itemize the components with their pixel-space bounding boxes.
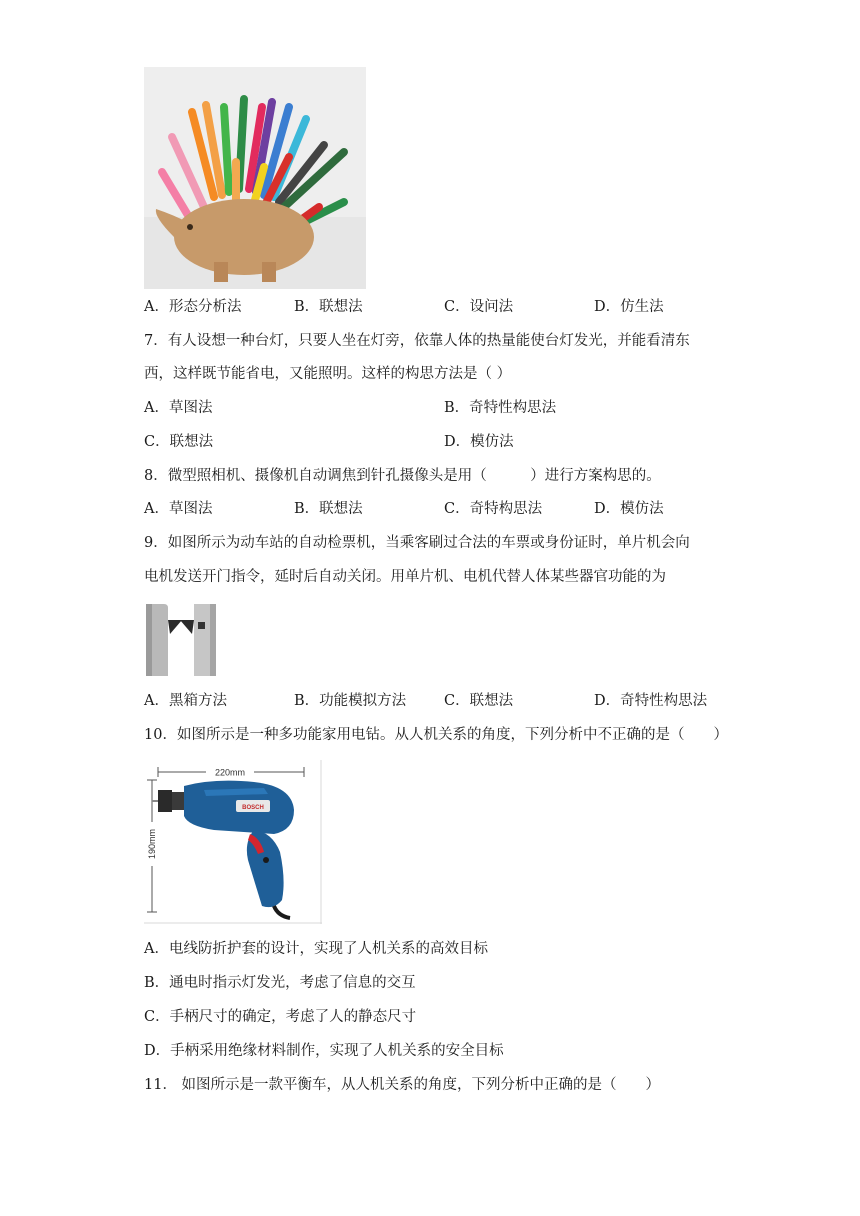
- q8-option-d: D．模仿法: [594, 501, 664, 517]
- q8-option-a: A．草图法: [144, 501, 213, 517]
- q10-option-d: D．手柄采用绝缘材料制作，实现了人机关系的安全目标: [144, 1043, 504, 1059]
- hedgehog-pencil-holder-image: [144, 67, 366, 289]
- q7-stem-line1: 7．有人设想一种台灯，只要人坐在灯旁，依靠人体的热量能使台灯发光，并能看清东: [144, 333, 690, 349]
- q10-stem: 10．如图所示是一种多功能家用电钻。从人机关系的角度，下列分析中不正确的是（ ）: [144, 727, 728, 743]
- q6-option-c: C．设问法: [444, 299, 514, 315]
- q8-stem: 8．微型照相机、摄像机自动调焦到针孔摄像头是用（ ）进行方案构思的。: [144, 468, 661, 484]
- q6-option-d: D．仿生法: [594, 299, 664, 315]
- q10-option-b: B．通电时指示灯发光，考虑了信息的交互: [144, 975, 416, 991]
- q7-stem-line2: 西，这样既节能省电，又能照明。这样的构思方法是（ ）: [144, 366, 512, 382]
- q9-stem-line2: 电机发送开门指令，延时后自动关闭。用单片机、电机代替人体某些器官功能的为: [144, 569, 666, 585]
- drill-width-label: 220mm: [214, 767, 246, 778]
- electric-drill-image: [144, 760, 322, 924]
- drill-height-label: 190mm: [147, 828, 157, 860]
- q6-option-a: A．形态分析法: [144, 299, 242, 315]
- q7-option-d: D．模仿法: [444, 434, 514, 450]
- ticket-gate-image: [144, 602, 218, 676]
- q9-stem-line1: 9．如图所示为动车站的自动检票机，当乘客刷过合法的车票或身份证时，单片机会向: [144, 535, 690, 551]
- q6-option-b: B．联想法: [294, 299, 363, 315]
- q11-stem: 11． 如图所示是一款平衡车，从人机关系的角度，下列分析中正确的是（ ）: [144, 1077, 661, 1093]
- q9-option-b: B．功能模拟方法: [294, 693, 407, 709]
- q7-option-a: A．草图法: [144, 400, 213, 416]
- q7-option-c: C．联想法: [144, 434, 214, 450]
- q7-option-b: B．奇特性构思法: [444, 400, 557, 416]
- q8-option-b: B．联想法: [294, 501, 363, 517]
- q9-option-d: D．奇特性构思法: [594, 693, 708, 709]
- q9-option-c: C．联想法: [444, 693, 514, 709]
- q8-option-c: C．奇特构思法: [444, 501, 543, 517]
- q9-option-a: A．黑箱方法: [144, 693, 227, 709]
- drill-brand-label: BOSCH: [242, 805, 264, 811]
- q10-option-a: A．电线防折护套的设计，实现了人机关系的高效目标: [144, 941, 488, 957]
- q10-option-c: C．手柄尺寸的确定，考虑了人的静态尺寸: [144, 1009, 417, 1025]
